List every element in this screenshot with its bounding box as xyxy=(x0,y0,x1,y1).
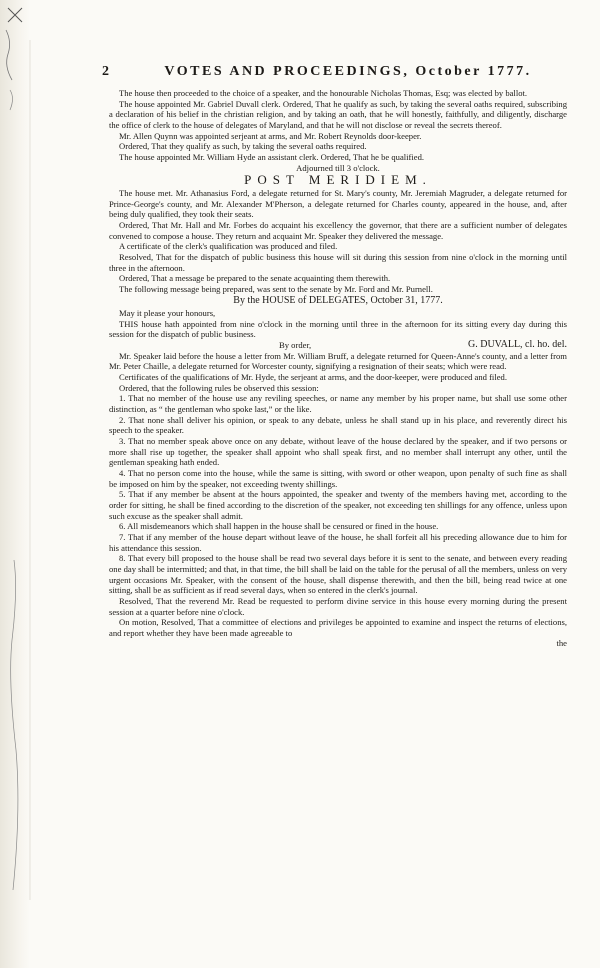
paragraph: The house appointed Mr. William Hyde an assistant clerk. Ordered, That he be qualified. xyxy=(119,151,425,162)
signature: G. DUVALL, cl. ho. del. xyxy=(468,339,567,351)
rule-item: 2. That none shall deliver his opinion, or speak to any debate, unless he shall stand up in his place, and reverently direct his speech to the speaker. xyxy=(109,414,567,436)
message-text: THIS house hath appointed from nine o'clock in the morning until three in the afternoon for its sitting every day during this session for the dispatch of public business. xyxy=(109,318,567,340)
paragraph: Resolved, That the reverend Mr. Read be requested to perform divine service in this house every morning during the present session at a quarter before nine o'clock. xyxy=(109,595,567,617)
paragraph: Resolved, That for the dispatch of public business this house will sit during this session from nine o'clock in the morning until three in the afternoon. xyxy=(109,251,567,273)
paragraph: The house met. Mr. Athanasius Ford, a delegate returned for St. Mary's county, Mr. Jeremiah Magruder, a delegate returned for Prince-George's county, and Mr. Alexander M'Pherson, a delegate returned for Charles county, appeared in the house, and, after being duly qualified, they took their seats. xyxy=(109,187,567,220)
paragraph: Mr. Speaker laid before the house a letter from Mr. William Bruff, a delegate returned for Queen-Anne's county, and a letter from Mr. Peter Chaille, a delegate returned for Worcester county, signifying a resignation of their seats; which were read. xyxy=(109,350,567,372)
paragraph: Ordered, that the following rules be observed this session: xyxy=(119,382,319,393)
message-heading: By the HOUSE of DELEGATES, October 31, 1777. xyxy=(233,295,443,307)
rule-item: 7. That if any member of the house depart without leave of the house, he shall forfeit all his preceding allowance due to him for his attendance this session. xyxy=(109,531,567,553)
rule-item: 8. That every bill proposed to the house shall be read two several days before it is sent to the senate, and between every reading one day shall be intermitted; and that, in that time, the bill shall be laid on the table for the perusal of all the members, unless on very urgent occasions Mr. Speaker, with the consent of the house, shall dispense therewith, and then the bill, being read twice at one sitting, shall be as sufficient as if read several days, when so entered in the clerk's journal. xyxy=(109,553,567,596)
paragraph: Ordered, That Mr. Hall and Mr. Forbes do acquaint his excellency the governor, that there are a sufficient number of delegates convened to compose a house. They return and acquaint Mr. Speaker they delivered the message. xyxy=(109,219,567,241)
rule-item: 6. All misdemeanors which shall happen in the house shall be censured or fined in the house. xyxy=(119,521,439,532)
page-title: VOTES AND PROCEEDINGS, October 1777. xyxy=(164,64,532,79)
paragraph: The following message being prepared, was sent to the senate by Mr. Ford and Mr. Purnell. xyxy=(119,283,433,294)
rule-item: 4. That no person come into the house, while the same is sitting, with sword or other weapon, upon penalty of such fine as shall be imposed on him by the speaker, not exceeding twenty shillings. xyxy=(109,467,567,489)
by-order: By order, xyxy=(279,340,312,351)
paragraph: Ordered, That a message be prepared to the senate acquainting them therewith. xyxy=(119,273,391,284)
rule-item: 1. That no member of the house use any reviling speeches, or name any member by his proper name, but shall use some other distinction, as “ the gentleman who spoke last,” or the like. xyxy=(109,393,567,415)
paragraph: On motion, Resolved, That a committee of elections and privileges be appointed to examine and inspect the returns of elections, and report whether they have been made agreeable to xyxy=(109,617,567,638)
paragraph: Certificates of the qualifications of Mr. Hyde, the serjeant at arms, and the door-keeper, were produced and filed. xyxy=(119,372,507,383)
running-header xyxy=(102,64,578,82)
margin-handwriting xyxy=(0,0,40,968)
rule-item: 3. That no member speak above once on any debate, without leave of the house declared by the speaker, and if two persons or more shall rise up together, the speaker shall appoint who shall speak first, and no member shall interrupt any other, until the gentleman speaking hath ended. xyxy=(109,436,567,468)
paragraph: The house then proceeded to the choice of a speaker, and the honourable Nicholas Thomas, Esq; was elected by ballot. xyxy=(119,88,528,98)
signature-line xyxy=(109,340,567,351)
paragraph: A certificate of the clerk's qualification was produced and filed. xyxy=(119,241,338,252)
text-column xyxy=(109,88,567,649)
salutation: May it please your honours, xyxy=(119,308,216,319)
catchword: the xyxy=(556,638,567,649)
rule-item: 5. That if any member be absent at the hours appointed, the speaker and twenty of the members having met, according to the order for sitting, he shall be fined according to the discretion of the speaker, not exceeding ten shillings for any offence, unless upon such excuse as the speaker shall admit. xyxy=(109,489,567,521)
paragraph: The house appointed Mr. Gabriel Duvall clerk. Ordered, That he qualify as such, by taking the several oaths required, subscribing a declaration of his belief in the christian religion, and by taking an oath, that he will honestly, faithfully, and diligently, discharge the office of clerk to the house of delegates of Maryland, and that he will not disclose or reveal the secrets thereof. xyxy=(109,98,567,130)
section-heading: POST MERIDIEM. xyxy=(244,172,432,188)
paragraph: Mr. Allen Quynn was appointed serjeant at arms, and Mr. Robert Reynolds door-keeper. xyxy=(119,130,422,141)
paragraph: Ordered, That they qualify as such, by taking the several oaths required. xyxy=(119,141,367,152)
page-number: 2 xyxy=(102,64,109,79)
adjournment-line: Adjourned till 3 o'clock. xyxy=(296,162,380,173)
